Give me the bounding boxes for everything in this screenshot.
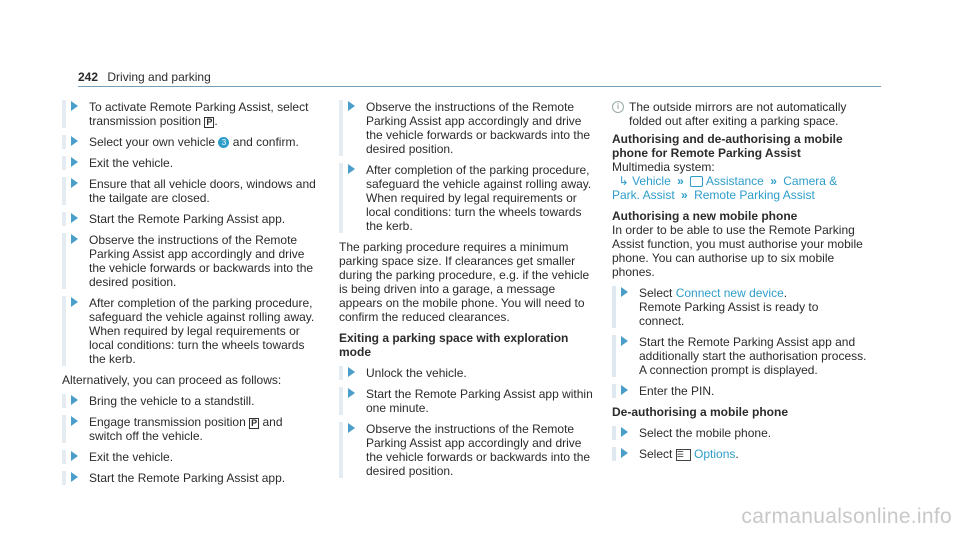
step: Bring the vehicle to a standstill. [62, 394, 317, 408]
arrow-icon [71, 136, 78, 146]
step: Select ☰ Options. [612, 447, 867, 461]
menu-path [612, 174, 867, 202]
arrow-icon [621, 427, 628, 437]
paragraph: Alternatively, you can proceed as follows: [62, 373, 282, 387]
section-heading: Authorising and de-authorising a mobile phone for Remote Parking Assist [612, 132, 843, 160]
page-header [78, 70, 211, 84]
callout-number: 3 [218, 137, 229, 148]
step: Select Connect new device. Remote Parking Assist is ready to connect. [612, 286, 867, 328]
path-camera: Camera & Park. Assist [612, 174, 838, 202]
arrow-icon [71, 101, 78, 111]
chevron-icon: » [681, 188, 688, 202]
chevron-icon: » [770, 174, 777, 188]
arrow-icon [71, 297, 78, 307]
path-rpa: Remote Parking Assist [694, 188, 815, 202]
paragraph: In order to be able to use the Remote Parking Assist function, you must authorise your mobile phone. You can authorise up to six mobile phones. [612, 223, 863, 279]
info-icon: i [612, 101, 624, 113]
page-number: 242 [78, 70, 99, 84]
header-rule [78, 86, 881, 87]
arrow-icon [71, 451, 78, 461]
step: Select the mobile phone. [612, 426, 867, 440]
step: Engage transmission position P and switch off the vehicle. [62, 415, 317, 443]
arrow-icon [71, 178, 78, 188]
connect-new-device-link: Connect new device [675, 286, 784, 300]
arrow-icon [348, 101, 355, 111]
step: Start the Remote Parking Assist app and additionally start the authorisation process. A connection prompt is displayed. [612, 335, 867, 377]
step: Select your own vehicle 3 and confirm. [62, 135, 317, 149]
arrow-icon [621, 448, 628, 458]
paragraph: The parking procedure requires a minimum parking space size. If clearances get smaller during the parking procedure, e.g. if the vehicle is being driven into a garage, a message appears on the mobile phone. You will need to confirm the reduced clearances. [339, 240, 590, 324]
arrow-icon [71, 416, 78, 426]
system-label: Multimedia system: [612, 160, 715, 174]
step: Start the Remote Parking Assist app. [62, 471, 317, 485]
column-1 [62, 100, 317, 492]
section-heading: Exiting a parking space with exploration mode [339, 331, 569, 359]
step: After completion of the parking procedure, safeguard the vehicle against rolling away. When required by legal requirements or local conditions: turn the wheels towards the kerb. [62, 296, 317, 366]
step: After completion of the parking procedure, safeguard the vehicle against rolling away. When required by legal requirements or local conditions: turn the wheels towards the kerb. [339, 163, 594, 233]
arrow-icon [71, 472, 78, 482]
chevron-icon: » [677, 174, 684, 188]
return-arrow-icon: ↳ [612, 174, 629, 188]
arrow-icon [71, 157, 78, 167]
arrow-icon [621, 287, 628, 297]
options-link: Options [694, 447, 736, 461]
step: Unlock the vehicle. [339, 366, 594, 380]
step: Observe the instructions of the Remote Parking Assist app accordingly and drive the vehicle forwards or backwards into the desired position. [339, 100, 594, 156]
column-3 [612, 100, 867, 468]
arrow-icon [621, 336, 628, 346]
step: Ensure that all vehicle doors, windows and the tailgate are closed. [62, 177, 317, 205]
arrow-icon [348, 164, 355, 174]
arrow-icon [71, 213, 78, 223]
car-icon [690, 176, 703, 187]
step: Exit the vehicle. [62, 450, 317, 464]
step: Start the Remote Parking Assist app within one minute. [339, 387, 594, 415]
gear-p-icon: P [251, 418, 258, 428]
arrow-icon [348, 388, 355, 398]
path-assistance: Assistance [705, 174, 764, 188]
step: Observe the instructions of the Remote Parking Assist app accordingly and drive the vehicle forwards or backwards into the desired position. [339, 422, 594, 478]
options-menu-icon: ☰ [676, 449, 691, 461]
note: i The outside mirrors are not automatically folded out after exiting a parking space. [612, 100, 867, 128]
sub-heading: De-authorising a mobile phone [612, 405, 789, 419]
sub-heading: Authorising a new mobile phone [612, 209, 798, 223]
arrow-icon [71, 395, 78, 405]
arrow-icon [621, 385, 628, 395]
step: Observe the instructions of the Remote Parking Assist app accordingly and drive the vehicle forwards or backwards into the desired position. [62, 233, 317, 289]
arrow-icon [71, 234, 78, 244]
step: Exit the vehicle. [62, 156, 317, 170]
section-title: Driving and parking [107, 70, 211, 84]
arrow-icon [348, 423, 355, 433]
watermark: carmanualsonline.info [741, 505, 952, 528]
step: Enter the PIN. [612, 384, 867, 398]
column-2 [339, 100, 594, 485]
gear-p-icon: P [206, 117, 213, 127]
path-vehicle: Vehicle [632, 174, 671, 188]
step: Start the Remote Parking Assist app. [62, 212, 317, 226]
arrow-icon [348, 367, 355, 377]
step: To activate Remote Parking Assist, select transmission position P . [62, 100, 317, 128]
